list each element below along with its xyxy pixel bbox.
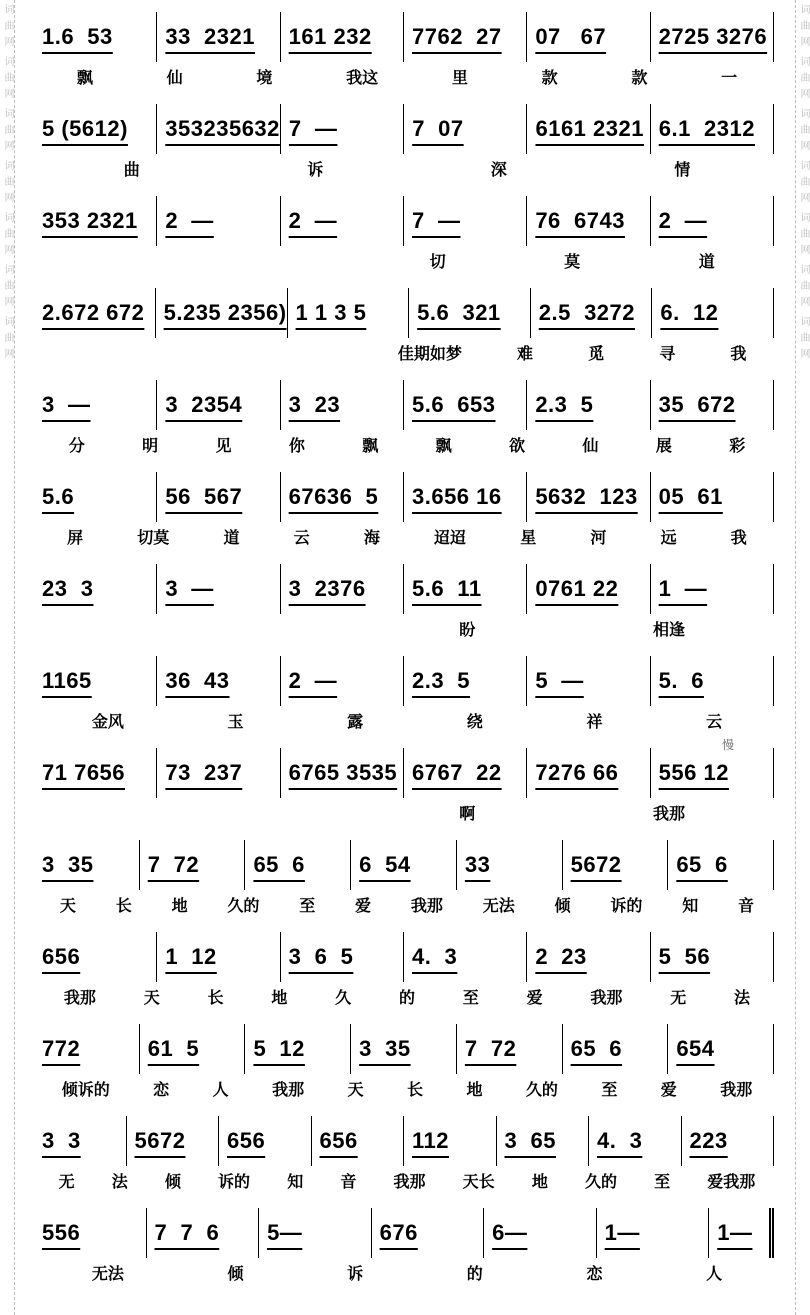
lyric-word: 明 <box>142 438 159 455</box>
lyric-word: 盼 <box>459 622 476 639</box>
lyric-word: 飘 <box>435 438 452 455</box>
measure: 3 35 <box>351 1024 457 1074</box>
lyric-word: 境 <box>256 70 273 87</box>
notes-row <box>40 748 774 798</box>
lyrics-row <box>40 982 774 1016</box>
lyric-word: 天长 <box>462 1174 495 1191</box>
lyric-word: 我那 <box>590 990 623 1007</box>
measure: 1— <box>597 1208 710 1258</box>
lyric-word: 欲 <box>509 438 526 455</box>
lyric-word: 无 <box>670 990 687 1007</box>
measure: 07 67 <box>527 12 650 62</box>
measure: 61 5 <box>140 1024 246 1074</box>
measure: 7 72 <box>457 1024 563 1074</box>
measure: 3 2376 <box>281 564 404 614</box>
measure: 2 — <box>157 196 280 246</box>
lyrics-row <box>40 154 774 188</box>
lyric-word: 仙 <box>582 438 599 455</box>
measure: 67636 5 <box>281 472 404 522</box>
watermark-text: 词曲网 <box>2 264 13 312</box>
measure: 3 65 <box>497 1116 590 1166</box>
measure: 1 1 3 5 <box>288 288 410 338</box>
watermark-text: 词曲网 <box>798 108 809 156</box>
lyric-word: 法 <box>111 1174 128 1191</box>
lyric-word: 海 <box>363 530 380 547</box>
watermark-text: 词曲网 <box>798 160 809 208</box>
measure: 2.672 672 <box>40 288 156 338</box>
measure: 654 <box>668 1024 774 1074</box>
lyric-word: 我 <box>730 346 747 363</box>
watermark-text: 词曲网 <box>2 160 13 208</box>
watermark-text: 词曲网 <box>798 316 809 364</box>
watermark-text: 词曲网 <box>2 56 13 104</box>
measure: 2.3 5 <box>404 656 527 706</box>
lyric-word: 倾 <box>227 1266 244 1283</box>
lyric-word: 我那 <box>410 898 443 915</box>
lyrics-row <box>40 614 774 648</box>
lyric-word: 情 <box>674 162 691 179</box>
lyric-word: 爱 <box>355 898 372 915</box>
measure: 556 <box>40 1208 147 1258</box>
measure: 161 232 <box>281 12 404 62</box>
lyric-word: 久 <box>335 990 352 1007</box>
lyric-word: 长 <box>115 898 132 915</box>
lyrics-row <box>40 890 774 924</box>
measure: 5. 6 <box>651 656 774 706</box>
watermark-text: 词曲网 <box>2 108 13 156</box>
measure: 7 — <box>404 196 527 246</box>
lyric-word: 知 <box>682 898 699 915</box>
lyric-word: 莫 <box>564 254 581 271</box>
lyric-word: 诉 <box>307 162 324 179</box>
notes-row <box>40 472 774 522</box>
measure: 112 <box>404 1116 497 1166</box>
lyrics-row <box>40 522 774 556</box>
measure: 33 <box>457 840 563 890</box>
measure: 2 23 <box>527 932 650 982</box>
watermark-text: 词曲网 <box>798 264 809 312</box>
lyric-word: 人 <box>706 1266 723 1283</box>
measure: 3 23 <box>281 380 404 430</box>
measure: 5 (5612) <box>40 104 157 154</box>
staff-system <box>40 1116 774 1208</box>
notes-row <box>40 932 774 982</box>
staff-system <box>40 1024 774 1116</box>
measure: 353235632 <box>157 104 281 154</box>
staff-system <box>40 472 774 564</box>
watermark-text: 词曲网 <box>798 56 809 104</box>
lyric-word: 一 <box>721 70 738 87</box>
lyric-word: 展 <box>655 438 672 455</box>
lyric-word: 久的 <box>525 1082 558 1099</box>
measure: 2 — <box>651 196 774 246</box>
measure: 65 6 <box>563 1024 669 1074</box>
lyric-word: 分 <box>68 438 85 455</box>
lyrics-row <box>40 338 774 372</box>
lyric-word: 难 <box>517 346 534 363</box>
measure: 3 2354 <box>157 380 280 430</box>
lyric-word: 河 <box>590 530 607 547</box>
notes-row <box>40 1116 774 1166</box>
lyric-word: 我那 <box>720 1082 753 1099</box>
lyric-word: 啊 <box>459 806 476 823</box>
watermark-right <box>795 0 810 1315</box>
score-sheet <box>40 12 774 1300</box>
notes-row <box>40 656 774 706</box>
lyric-word: 我那 <box>393 1174 426 1191</box>
measure: 7 7 6 <box>147 1208 260 1258</box>
lyric-word: 绕 <box>466 714 483 731</box>
measure: 2.3 5 <box>527 380 650 430</box>
lyric-word: 见 <box>215 438 232 455</box>
lyric-word: 恋 <box>153 1082 170 1099</box>
measure: 7 72 <box>140 840 246 890</box>
measure: 7276 66 <box>527 748 650 798</box>
measure: 656 <box>40 932 157 982</box>
measure: 5.6 11 <box>404 564 527 614</box>
notes-row <box>40 1024 774 1074</box>
measure: 3 6 5 <box>281 932 404 982</box>
lyric-word: 深 <box>490 162 507 179</box>
lyric-word: 长 <box>207 990 224 1007</box>
lyric-word: 觅 <box>588 346 605 363</box>
staff-system <box>40 932 774 1024</box>
measure: 1 12 <box>157 932 280 982</box>
lyric-word: 的 <box>398 990 415 1007</box>
measure: 5.6 <box>40 472 157 522</box>
measure: 2 — <box>281 656 404 706</box>
lyrics-row <box>40 246 774 280</box>
measure: 5.6 321 <box>409 288 531 338</box>
lyric-word: 寻 <box>659 346 676 363</box>
lyric-word: 长 <box>406 1082 423 1099</box>
lyric-word: 仙 <box>166 70 183 87</box>
lyric-word: 露 <box>347 714 364 731</box>
measure: 3 — <box>40 380 157 430</box>
lyric-word: 久的 <box>227 898 260 915</box>
staff-system <box>40 564 774 656</box>
measure: 353 2321 <box>40 196 157 246</box>
lyric-word: 你 <box>288 438 305 455</box>
lyric-word: 的 <box>466 1266 483 1283</box>
lyric-word: 爱我那 <box>707 1174 756 1191</box>
lyric-word: 人 <box>212 1082 229 1099</box>
measure: 3.656 16 <box>404 472 527 522</box>
lyric-word: 我那 <box>63 990 96 1007</box>
measure: 5— <box>259 1208 372 1258</box>
lyric-word: 音 <box>738 898 755 915</box>
lyric-word: 切莫 <box>137 530 170 547</box>
lyric-word: 法 <box>734 990 751 1007</box>
measure: 6 54 <box>351 840 457 890</box>
measure: 5672 <box>563 840 669 890</box>
lyrics-row <box>40 62 774 96</box>
measure: 223 <box>682 1116 775 1166</box>
lyric-word: 天 <box>143 990 160 1007</box>
watermark-text: 词曲网 <box>798 212 809 260</box>
measure: 5.235 2356) <box>156 288 288 338</box>
measure: 5 — <box>527 656 650 706</box>
lyric-word: 金风 <box>91 714 124 731</box>
lyric-word: 诉的 <box>610 898 643 915</box>
lyric-word: 相逢 <box>653 622 686 639</box>
lyric-word: 切 <box>429 254 446 271</box>
notes-row <box>40 288 774 338</box>
staff-system <box>40 656 774 748</box>
lyric-word: 倾 <box>554 898 571 915</box>
lyric-word: 曲 <box>123 162 140 179</box>
lyric-word: 爱 <box>660 1082 677 1099</box>
staff-system <box>40 738 774 840</box>
lyric-word: 云 <box>293 530 310 547</box>
measure: 7762 27 <box>404 12 527 62</box>
measure: 36 43 <box>157 656 280 706</box>
lyric-word: 地 <box>531 1174 548 1191</box>
measure: 1 — <box>651 564 774 614</box>
measure: 4. 3 <box>589 1116 682 1166</box>
measure: 7 — <box>281 104 404 154</box>
lyric-word: 至 <box>654 1174 671 1191</box>
lyric-word: 飘 <box>76 70 93 87</box>
lyric-word: 道 <box>698 254 715 271</box>
lyric-word: 佳期如梦 <box>397 346 462 363</box>
lyric-word: 诉 <box>347 1266 364 1283</box>
measure: 2 — <box>281 196 404 246</box>
lyric-word: 至 <box>601 1082 618 1099</box>
lyric-word: 久的 <box>584 1174 617 1191</box>
notes-row <box>40 564 774 614</box>
measure: 556 12 <box>651 748 774 798</box>
watermark-text: 词曲网 <box>2 212 13 260</box>
lyric-word: 款 <box>631 70 648 87</box>
notes-row <box>40 104 774 154</box>
lyrics-row <box>40 798 774 832</box>
measure: 0761 22 <box>527 564 650 614</box>
measure: 56 567 <box>157 472 280 522</box>
lyric-word: 道 <box>223 530 240 547</box>
lyric-word: 祥 <box>586 714 603 731</box>
staff-system <box>40 104 774 196</box>
measure: 3 — <box>157 564 280 614</box>
lyrics-row <box>40 1074 774 1108</box>
measure: 5.6 653 <box>404 380 527 430</box>
staff-system <box>40 288 774 380</box>
lyrics-row <box>40 1166 774 1200</box>
measure: 73 237 <box>157 748 280 798</box>
measure: 7 07 <box>404 104 527 154</box>
measure: 65 6 <box>245 840 351 890</box>
lyric-word: 诉的 <box>218 1174 251 1191</box>
lyric-word: 远 <box>660 530 677 547</box>
measure: 6.1 2312 <box>651 104 774 154</box>
lyric-word: 地 <box>171 898 188 915</box>
lyric-word: 音 <box>340 1174 357 1191</box>
measure: 656 <box>219 1116 312 1166</box>
measure: 1165 <box>40 656 157 706</box>
lyrics-row <box>40 1258 774 1292</box>
lyric-word: 知 <box>287 1174 304 1191</box>
tempo-mark: 慢 <box>721 738 734 752</box>
measure: 1— <box>709 1208 774 1258</box>
watermark-left <box>0 0 15 1315</box>
lyric-word: 至 <box>299 898 316 915</box>
lyric-word: 我 <box>730 530 747 547</box>
measure: 6— <box>484 1208 597 1258</box>
lyric-word: 星 <box>520 530 537 547</box>
lyrics-row <box>40 706 774 740</box>
measure: 3 3 <box>40 1116 127 1166</box>
measure: 65 6 <box>668 840 774 890</box>
notes-row <box>40 380 774 430</box>
lyric-word: 至 <box>462 990 479 1007</box>
measure: 4. 3 <box>404 932 527 982</box>
measure: 5 56 <box>651 932 774 982</box>
staff-system <box>40 1208 774 1300</box>
lyric-word: 无法 <box>482 898 515 915</box>
lyric-word: 飘 <box>362 438 379 455</box>
measure: 676 <box>372 1208 485 1258</box>
lyric-word: 云 <box>706 714 723 731</box>
measure: 35 672 <box>651 380 774 430</box>
measure: 05 61 <box>651 472 774 522</box>
notes-row <box>40 196 774 246</box>
lyric-word: 地 <box>271 990 288 1007</box>
measure: 772 <box>40 1024 140 1074</box>
lyric-word: 里 <box>451 70 468 87</box>
measure: 6765 3535 <box>281 748 404 798</box>
lyric-word: 恋 <box>586 1266 603 1283</box>
lyric-word: 爱 <box>526 990 543 1007</box>
notes-row <box>40 1208 774 1258</box>
lyric-word: 款 <box>541 70 558 87</box>
measure: 5672 <box>127 1116 220 1166</box>
lyric-word: 天 <box>347 1082 364 1099</box>
measure: 2.5 3272 <box>531 288 653 338</box>
staff-system <box>40 840 774 932</box>
watermark-text: 词曲网 <box>798 4 809 52</box>
lyric-word: 屏 <box>67 530 84 547</box>
lyric-word: 倾诉的 <box>61 1082 110 1099</box>
measure: 6767 22 <box>404 748 527 798</box>
staff-system <box>40 196 774 288</box>
lyric-word: 地 <box>466 1082 483 1099</box>
measure: 23 3 <box>40 564 157 614</box>
measure: 6161 2321 <box>527 104 650 154</box>
lyric-word: 玉 <box>227 714 244 731</box>
staff-system <box>40 380 774 472</box>
lyrics-row <box>40 430 774 464</box>
measure: 71 7656 <box>40 748 157 798</box>
staff-system <box>40 12 774 104</box>
lyric-word: 天 <box>59 898 76 915</box>
lyric-word: 无 <box>58 1174 75 1191</box>
lyric-word: 彩 <box>729 438 746 455</box>
lyric-word: 我那 <box>653 806 686 823</box>
measure: 656 <box>312 1116 405 1166</box>
lyric-word: 我这 <box>346 70 379 87</box>
watermark-text: 词曲网 <box>2 4 13 52</box>
notes-row <box>40 12 774 62</box>
lyric-word: 我那 <box>272 1082 305 1099</box>
lyric-word: 无法 <box>91 1266 124 1283</box>
measure: 33 2321 <box>157 12 280 62</box>
notes-row <box>40 840 774 890</box>
measure: 3 35 <box>40 840 140 890</box>
lyric-word: 倾 <box>164 1174 181 1191</box>
watermark-text: 词曲网 <box>2 316 13 364</box>
measure: 6. 12 <box>652 288 774 338</box>
measure: 5 12 <box>245 1024 351 1074</box>
measure: 2725 3276 <box>651 12 774 62</box>
measure: 1.6 53 <box>40 12 157 62</box>
measure: 76 6743 <box>527 196 650 246</box>
measure: 5632 123 <box>527 472 650 522</box>
lyric-word: 迢迢 <box>434 530 467 547</box>
